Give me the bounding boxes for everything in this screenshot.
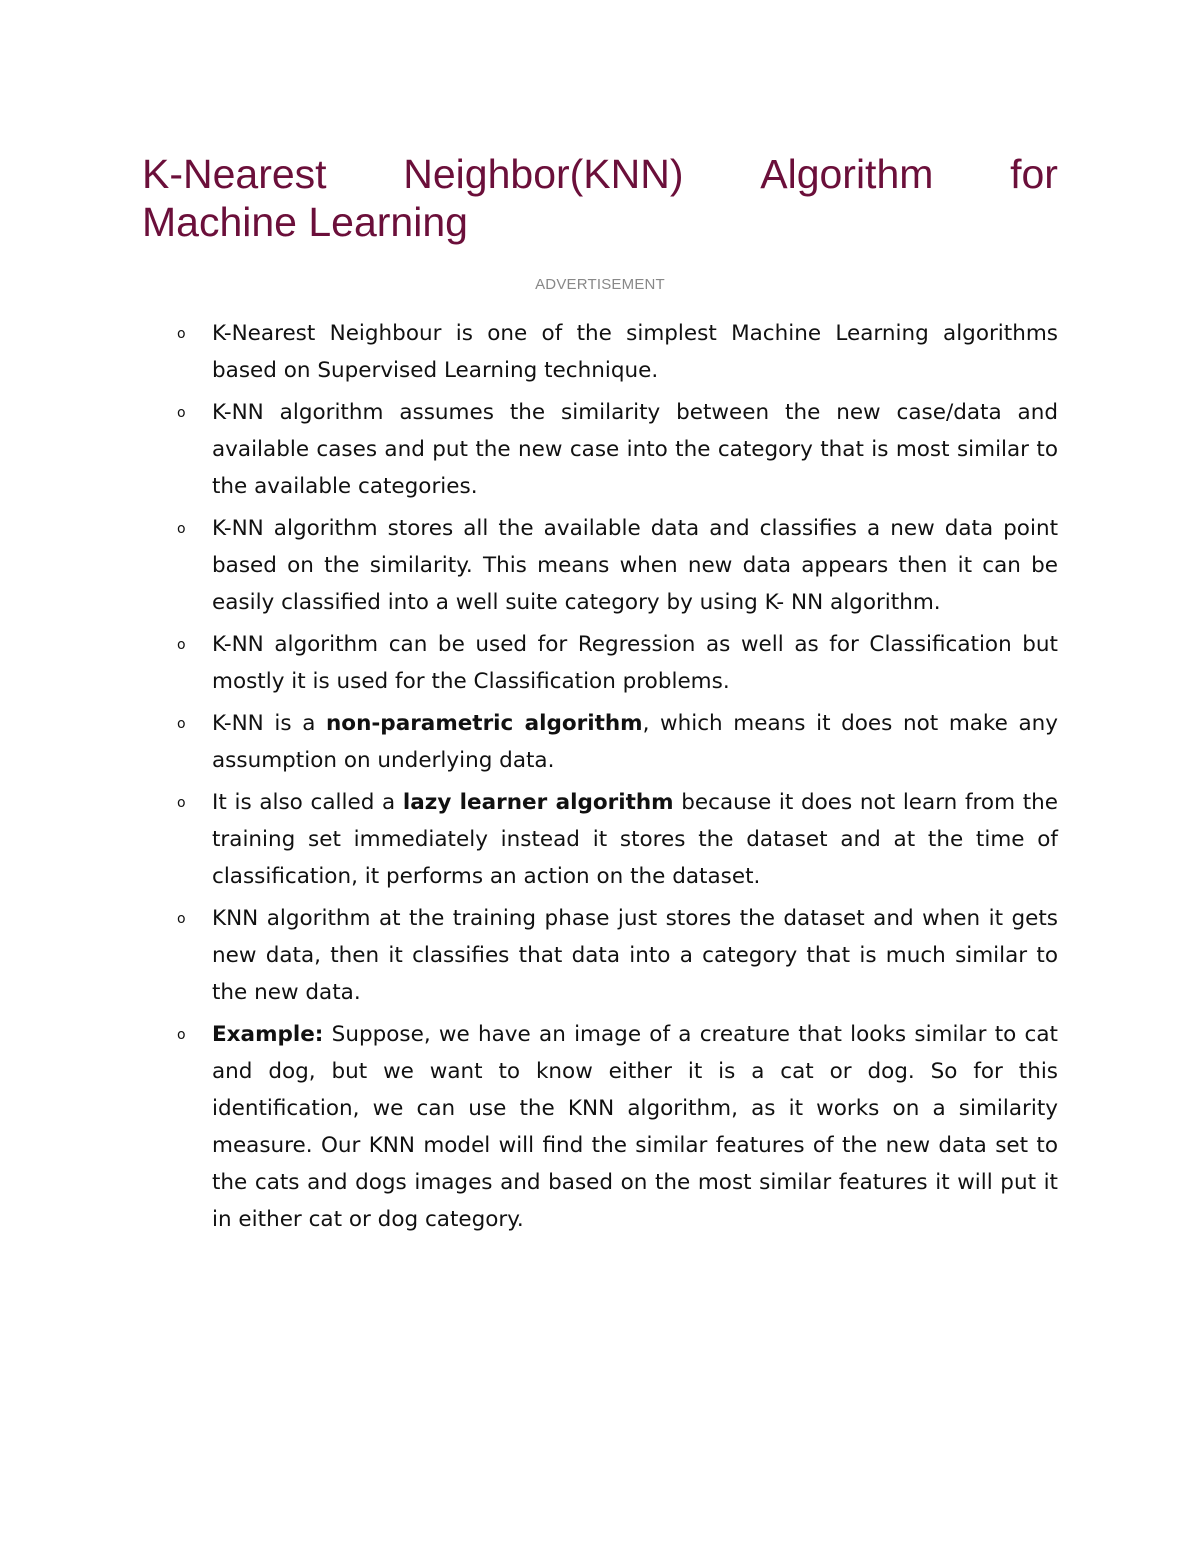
bullet-icon: o (177, 1027, 186, 1043)
list-item-text-after: because it does not learn from the training set immediately instead it stores the dataset and at the time of classification, it performs an action on the dataset. (212, 790, 1058, 889)
list-item-text: K-NN algorithm can be used for Regression as well as for Classification but mostly it is used for the Classification problems. (212, 632, 1058, 694)
list-item (142, 1016, 1058, 1238)
bullet-icon: o (177, 521, 186, 537)
document-page (142, 150, 1058, 1243)
title-line-1 (142, 150, 1058, 198)
list-item (142, 315, 1058, 389)
bullet-icon: o (177, 795, 186, 811)
page-title (142, 150, 1058, 246)
bullet-icon: o (177, 405, 186, 421)
list-item-text-after: Suppose, we have an image of a creature that looks similar to cat and dog, but we want to know either it is a cat or dog. So for this identification, we can use the KNN algorithm, as it works on a similarity measure. Our KNN model will find the similar features of the new data set to the cats and dogs images and based on the most similar features it will put it in either cat or dog category. (212, 1022, 1058, 1232)
bullet-icon: o (177, 911, 186, 927)
list-item-text-after: , which means it does not make any assumption on underlying data. (212, 711, 1058, 773)
bullet-list (142, 315, 1058, 1238)
list-item (142, 705, 1058, 779)
list-item-text: KNN algorithm at the training phase just stores the dataset and when it gets new data, then it classifies that data into a category that is much similar to the new data. (212, 906, 1058, 1005)
list-item (142, 900, 1058, 1011)
list-item (142, 784, 1058, 895)
list-item-text-before: It is also called a (212, 790, 403, 815)
title-word: for (1010, 151, 1058, 197)
title-line-2: Machine Learning (142, 199, 468, 245)
bullet-icon: o (177, 326, 186, 342)
list-item-text: K-NN algorithm assumes the similarity between the new case/data and available cases and put the new case into the category that is most similar to the available categories. (212, 400, 1058, 499)
list-item (142, 394, 1058, 505)
list-item-bold-term: Example: (212, 1022, 324, 1047)
bullet-icon: o (177, 637, 186, 653)
list-item-bold-term: lazy learner algorithm (402, 790, 674, 815)
list-item (142, 510, 1058, 621)
title-word: K-Nearest (142, 151, 327, 197)
list-item-text-before: K-NN is a (212, 711, 326, 736)
list-item-bold-term: non-parametric algorithm (326, 711, 643, 736)
title-word: Algorithm (760, 151, 934, 197)
list-item-text: K-Nearest Neighbour is one of the simplest Machine Learning algorithms based on Supervised Learning technique. (212, 321, 1058, 383)
title-word: Neighbor(KNN) (403, 151, 684, 197)
list-item-text: K-NN algorithm stores all the available data and classifies a new data point based on the similarity. This means when new data appears then it can be easily classified into a well suite category by using K- NN algorithm. (212, 516, 1058, 615)
advertisement-label: ADVERTISEMENT (535, 276, 665, 293)
list-item (142, 626, 1058, 700)
bullet-icon: o (177, 716, 186, 732)
